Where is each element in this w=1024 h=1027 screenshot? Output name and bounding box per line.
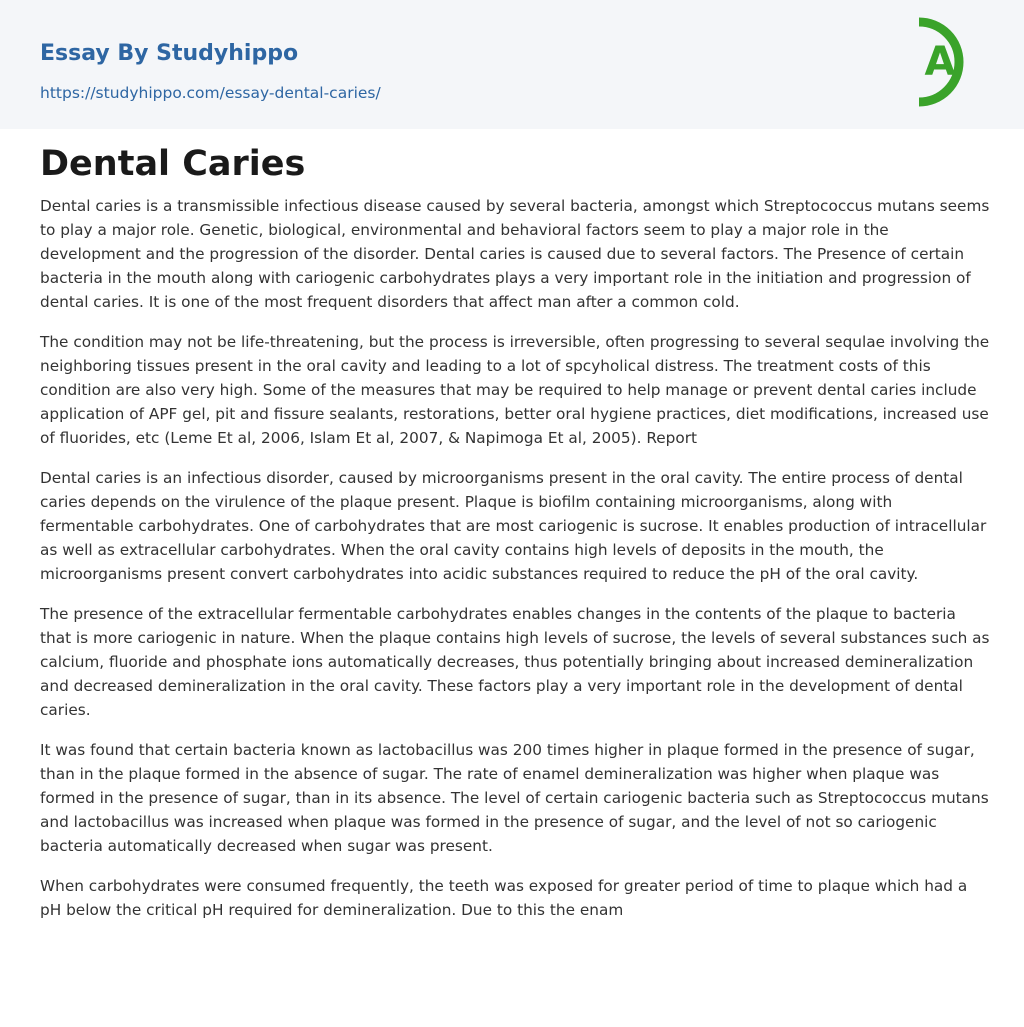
- site-header: [0, 0, 1024, 129]
- essay-paragraph: Dental caries is a transmissible infectious disease caused by several bacteria, amongst which Streptococcus mutans seems to play a major role. Genetic, biological, environmental and behavioral factors seem to play a major role in the development and the progression of the disorder. Dental caries is caused due to several factors. The Presence of certain bacteria in the mouth along with cariogenic carbohydrates plays a very important role in the initiation and progression of dental caries. It is one of the most frequent disorders that affect man after a common cold.: [40, 197, 990, 311]
- essay-paragraph: Dental caries is an infectious disorder, caused by microorganisms present in the oral cavity. The entire process of dental caries depends on the virulence of the plaque present. Plaque is biofilm containing microorganisms, along with fermentable carbohydrates. One of carbohydrates that are most cariogenic is sucrose. It enables production of intracellular as well as extracellular carbohydrates. When the oral cavity contains high levels of deposits in the mouth, the microorganisms present convert carbohydrates into acidic substances required to reduce the pH of the oral cavity.: [40, 469, 987, 583]
- studyhippo-logo-icon[interactable]: [903, 16, 989, 108]
- essay-paragraph: It was found that certain bacteria known as lactobacillus was 200 times higher in plaque formed in the presence of sugar, than in the plaque formed in the absence of sugar. The rate of enamel demineralization was higher when plaque was formed in the presence of sugar, than in its absence. The level of certain cariogenic bacteria such as Streptococcus mutans and lactobacillus was increased when plaque was formed in the presence of sugar, and the level of not so cariogenic bacteria automatically decreased when sugar was present.: [40, 741, 989, 855]
- essay-url-link[interactable]: https://studyhippo.com/essay-dental-caries/: [40, 84, 381, 102]
- essay-paragraph: The presence of the extracellular fermentable carbohydrates enables changes in the contents of the plaque to bacteria that is more cariogenic in nature. When the plaque contains high levels of sucrose, the levels of several substances such as calcium, fluoride and phosphate ions automatically decreases, thus potentially bringing about increased demineralization and decreased demineralization in the oral cavity. These factors play a very important role in the development of dental caries.: [40, 605, 990, 719]
- page-title: Dental Caries: [40, 144, 306, 184]
- logo-letter: A: [924, 39, 956, 85]
- essay-body: [40, 194, 990, 938]
- site-brand[interactable]: Essay By Studyhippo: [40, 41, 299, 66]
- essay-paragraph: When carbohydrates were consumed frequently, the teeth was exposed for greater period of time to plaque which had a pH below the critical pH required for demineralization. Due to this the enam: [40, 877, 968, 919]
- essay-paragraph: The condition may not be life-threatening, but the process is irreversible, often progressing to several sequlae involving the neighboring tissues present in the oral cavity and leading to a lot of spcyholical distress. The treatment costs of this condition are also very high. Some of the measures that may be required to help manage or prevent dental caries include application of APF gel, pit and fissure sealants, restorations, better oral hygiene practices, diet modifications, increased use of fluorides, etc (Leme Et al, 2006, Islam Et al, 2007, & Napimoga Et al, 2005). Report: [40, 333, 990, 447]
